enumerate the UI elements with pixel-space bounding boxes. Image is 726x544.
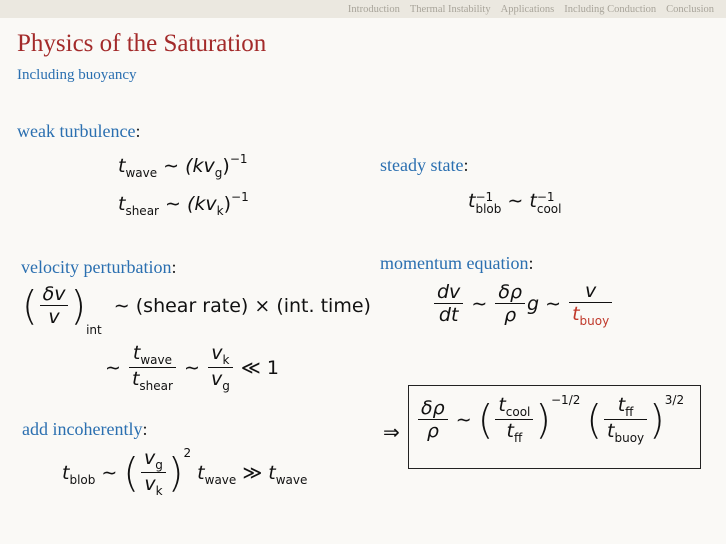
equation-velocity-perturbation: ( $\frac{\delta v}{v}$ )$_{int}$ ∼ (shear rate) × (int. time) [22,283,371,337]
equation-momentum: $\frac{dv}{dt}$ ∼ $\frac{\delta\rho}{\rho}$ g ∼ $\frac{v}{t_{buoy}}$ [432,281,614,328]
momentum-equation-label: momentum equation: [380,253,534,273]
add-incoherently-label: add incoherently: [22,419,148,439]
steady-state-text: steady state [380,155,464,175]
velocity-perturbation-text: velocity perturbation [21,257,172,277]
slide-subtitle: Including buoyancy [17,67,137,83]
equation-result: $\frac{\delta\rho}{\rho}$ ∼ ( $\frac{t_{cool}}{t_{ff}}$ )$^{-1/2}$ ( $\frac{t_{ff}}{t_{buoy}}$ )$^{3/2}$ [416,393,684,446]
implies-arrow: ⇒ [383,420,400,444]
momentum-equation-text: momentum equation [380,253,529,273]
add-incoherently-text: add incoherently [22,419,143,439]
weak-turbulence-text: weak turbulence [17,121,136,141]
velocity-perturbation-label: velocity perturbation: [21,257,177,277]
equation-t-blob: $t_{blob}$ ∼ ( $\frac{v_g}{v_k}$ )$^2$ $t_{wave}$ ≫ $t_{wave}$ [62,446,308,499]
equation-t-wave: $t_{wave}$ ∼ $(kv_g)^{-1}$ [118,152,248,180]
nav-including-conduction[interactable]: Including Conduction [564,3,657,15]
nav-conclusion[interactable]: Conclusion [666,3,714,15]
nav-introduction[interactable]: Introduction [347,3,400,15]
equation-steady-state: t −1 blob ∼ t −1 cool [468,190,562,216]
slide-title: Physics of the Saturation [17,30,267,57]
steady-state-label: steady state: [380,155,469,175]
equation-t-shear: $t_{shear}$ ∼ $(kv_k)^{-1}$ [118,190,249,218]
nav-applications[interactable]: Applications [500,3,555,15]
equation-time-ratio: ∼ $\frac{t_{wave}}{t_{shear}}$ ∼ $\frac{v_k}{v_g}$ ≪ 1 [105,342,279,394]
weak-turbulence-label: weak turbulence: [17,121,141,141]
nav-thermal-instability[interactable]: Thermal Instability [409,3,491,15]
navigation-bar [0,0,726,18]
